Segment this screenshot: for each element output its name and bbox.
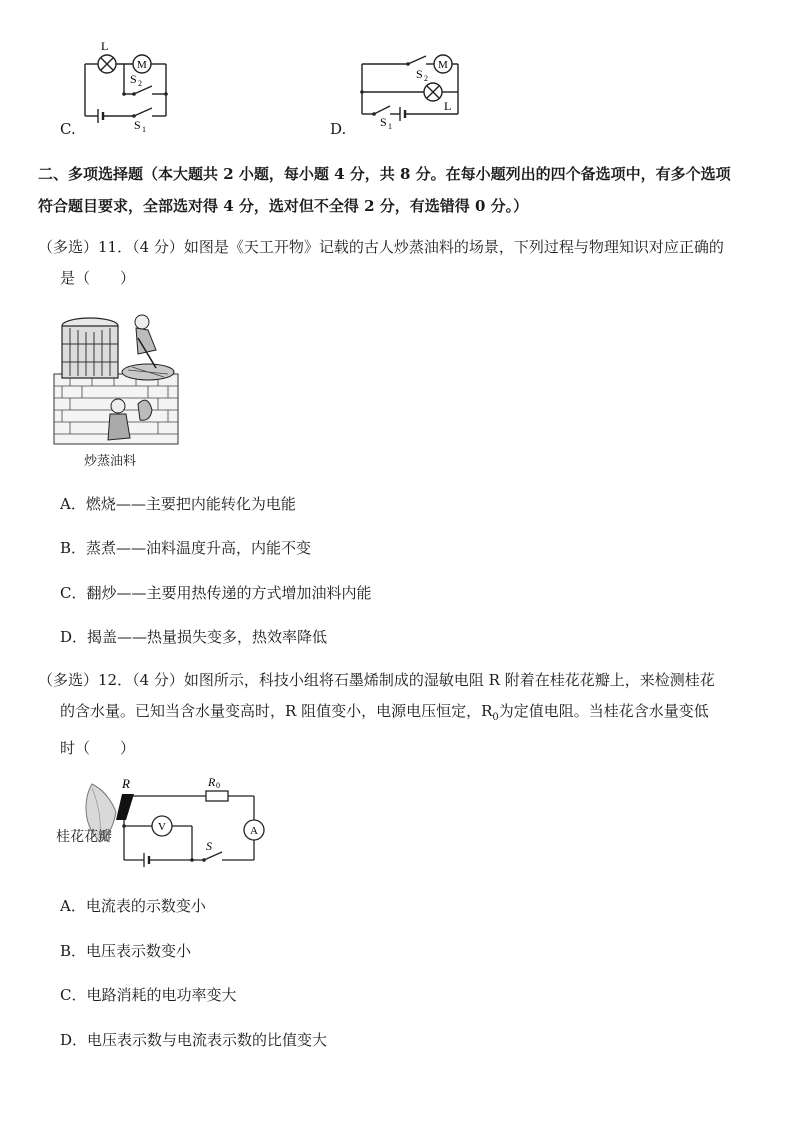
circuit-humidity-sensor — [56, 772, 268, 872]
q12-option-b[interactable]: B．电压表示数变小 — [60, 942, 192, 960]
svg-text:2: 2 — [138, 79, 142, 88]
illustration-caption: 炒蒸油料 — [84, 454, 137, 469]
ammeter-label: A — [250, 825, 258, 837]
switch-s2-label: S — [416, 67, 423, 81]
q12-option-d[interactable]: D．电压表示数与电流表示数的比值变大 — [60, 1031, 328, 1049]
circuit-option-d — [330, 44, 470, 136]
motor-label: M — [438, 59, 448, 71]
illustration-frying-steaming — [52, 310, 180, 446]
switch-s1-label: S — [134, 118, 141, 132]
lamp-label: L — [101, 39, 109, 53]
question-11-stem: （多选）11．（4 分）如图是《天工开物》记载的古人炒蒸油料的场景，下列过程与物理知识对应正确的 是（ ） — [38, 238, 724, 287]
circuit-diagram-d — [330, 44, 470, 136]
option-d-label: D. — [330, 120, 347, 138]
switch-label: S — [206, 839, 212, 853]
q12-option-c[interactable]: C．电路消耗的电功率变大 — [60, 986, 237, 1004]
q12-option-a[interactable]: A．电流表的示数变小 — [60, 897, 206, 915]
option-c-label: C. — [60, 120, 76, 138]
motor-label: M — [137, 59, 147, 71]
circuit-diagram-c — [60, 36, 190, 136]
svg-text:1: 1 — [142, 125, 146, 134]
q11-option-d[interactable]: D．揭盖——热量损失变多，热效率降低 — [60, 628, 328, 646]
resistor-r0-label: R — [208, 775, 216, 789]
question-12-stem: （多选）12．（4 分）如图所示，科技小组将石墨烯制成的湿敏电阻 R 附着在桂花花瓣上，来检测桂花 的含水量。已知当含水量变高时，R 阻值变小，电源电压恒定，$R_0$为定值电阻。当桂花含水量变低 时（ ） — [38, 671, 715, 757]
q11-option-c[interactable]: C．翻炒——主要用热传递的方式增加油料内能 — [60, 584, 372, 602]
svg-text:2: 2 — [424, 74, 428, 83]
svg-text:1: 1 — [388, 122, 392, 131]
q11-option-b[interactable]: B．蒸煮——油料温度升高，内能不变 — [60, 539, 312, 557]
q11-option-a[interactable]: A．燃烧——主要把内能转化为电能 — [60, 495, 296, 513]
voltmeter-label: V — [158, 821, 166, 833]
switch-s1-label: S — [380, 115, 387, 129]
section-heading: 二、多项选择题（本大题共 2 小题，每小题 4 分，共 8 分。在每小题列出的四个备选项中，有多个选项 符合题目要求，全部选对得 4 分，选对但不全得 2 分，有选错得 0 分。） — [38, 165, 731, 215]
svg-text:0: 0 — [216, 781, 220, 790]
resistor-r-label: R — [122, 776, 130, 791]
switch-s2-label: S — [130, 72, 137, 86]
petal-label: 桂花花瓣 — [56, 829, 112, 845]
circuit-option-c — [60, 36, 190, 136]
lamp-label: L — [444, 99, 452, 113]
